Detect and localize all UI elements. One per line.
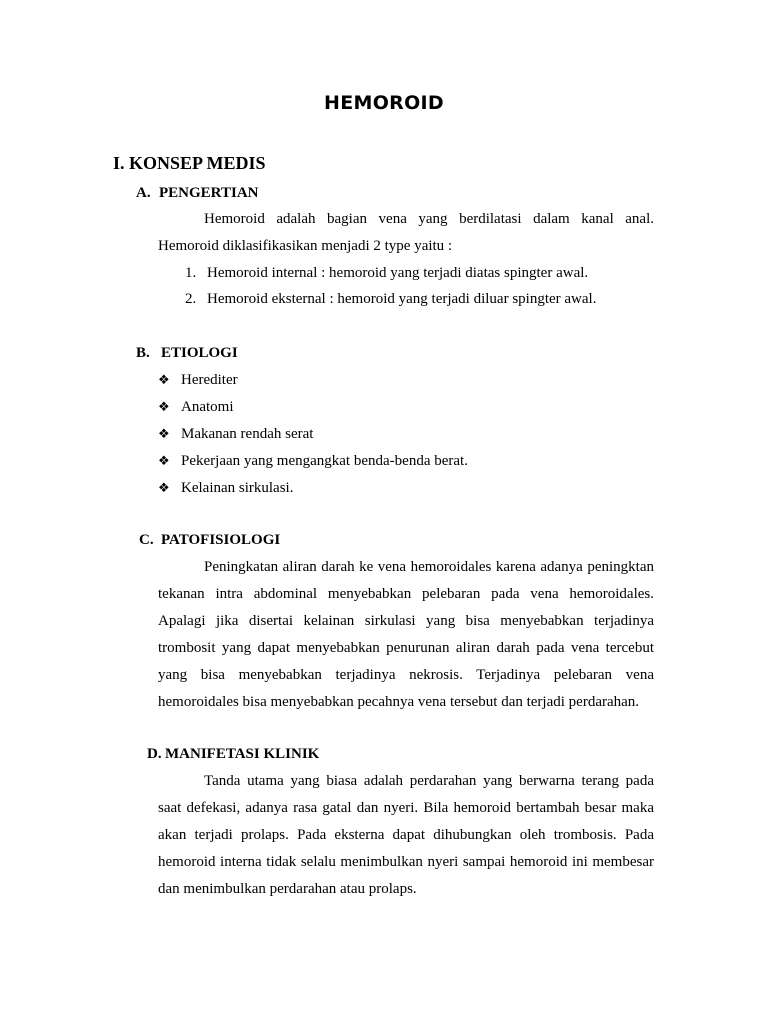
section-d-heading [147, 746, 319, 763]
bullet-item [158, 453, 468, 470]
section-a-heading [136, 185, 259, 202]
section-a-marker: A. [136, 185, 151, 201]
list-item-text: Hemoroid internal : hemoroid yang terjadi diatas spingter awal. [207, 265, 589, 281]
section-a-paragraph: Hemoroid adalah bagian vena yang berdilatasi dalam kanal anal. Hemoroid diklasifikasikan menjadi 2 type yaitu : [158, 211, 654, 254]
list-item-number: 2. [185, 291, 197, 307]
section-a-title: PENGERTIAN [159, 185, 259, 201]
bullet-item [158, 480, 293, 497]
bullet-item [158, 399, 234, 416]
list-item-number: 1. [185, 265, 197, 281]
section-d-marker: D. [147, 746, 162, 762]
diamond-bullet-icon: ❖ [158, 373, 170, 388]
section-c-heading [139, 532, 280, 549]
section-b-heading [136, 345, 238, 362]
list-item [185, 291, 596, 308]
bullet-item [158, 426, 313, 443]
bullet-item-text: Pekerjaan yang mengangkat benda-benda berat. [181, 453, 468, 469]
list-item-text: Hemoroid eksternal : hemoroid yang terjadi diluar spingter awal. [207, 291, 597, 307]
diamond-bullet-icon: ❖ [158, 400, 170, 415]
section-b-title: ETIOLOGI [161, 345, 238, 361]
section-c-title: PATOFISIOLOGI [161, 532, 281, 548]
section-d-title: MANIFETASI KLINIK [165, 746, 320, 762]
list-item [185, 265, 588, 282]
diamond-bullet-icon: ❖ [158, 454, 170, 469]
bullet-item-text: Anatomi [181, 399, 234, 415]
bullet-item-text: Kelainan sirkulasi. [181, 480, 294, 496]
document-title: HEMOROID [324, 92, 444, 114]
bullet-item-text: Makanan rendah serat [181, 426, 314, 442]
section-c-paragraph: Peningkatan aliran darah ke vena hemoroidales karena adanya peningktan tekanan intra abdominal menyebabkan pelebaran pada vena hemoroidales. Apalagi jika disertai kelainan sirkulasi yang bisa menyebabkan terjadinya trombosit yang dapat menyebabkan penurunan aliran darah pada vena tercebut yang bisa menyebabkan terjadinya nekrosis. Terjadinya pelebaran vena hemoroidales bisa menyebabkan pecahnya vena tersebut dan terjadi perdarahan. [158, 559, 654, 710]
part-heading: I. KONSEP MEDIS [113, 153, 266, 173]
section-b-marker: B. [136, 345, 150, 361]
bullet-item [158, 372, 238, 389]
section-d-paragraph: Tanda utama yang biasa adalah perdarahan yang berwarna terang pada saat defekasi, adanya rasa gatal dan nyeri. Bila hemoroid bertambah besar maka akan terjadi prolaps. Pada eksterna dapat dihubungkan oleh trombosis. Pada hemoroid interna tidak selalu menimbulkan nyeri sampai hemoroid ini membesar dan menimbulkan perdarahan atau prolaps. [158, 773, 654, 897]
diamond-bullet-icon: ❖ [158, 427, 170, 442]
section-c-marker: C. [139, 532, 154, 548]
diamond-bullet-icon: ❖ [158, 481, 170, 496]
bullet-item-text: Herediter [181, 372, 238, 388]
